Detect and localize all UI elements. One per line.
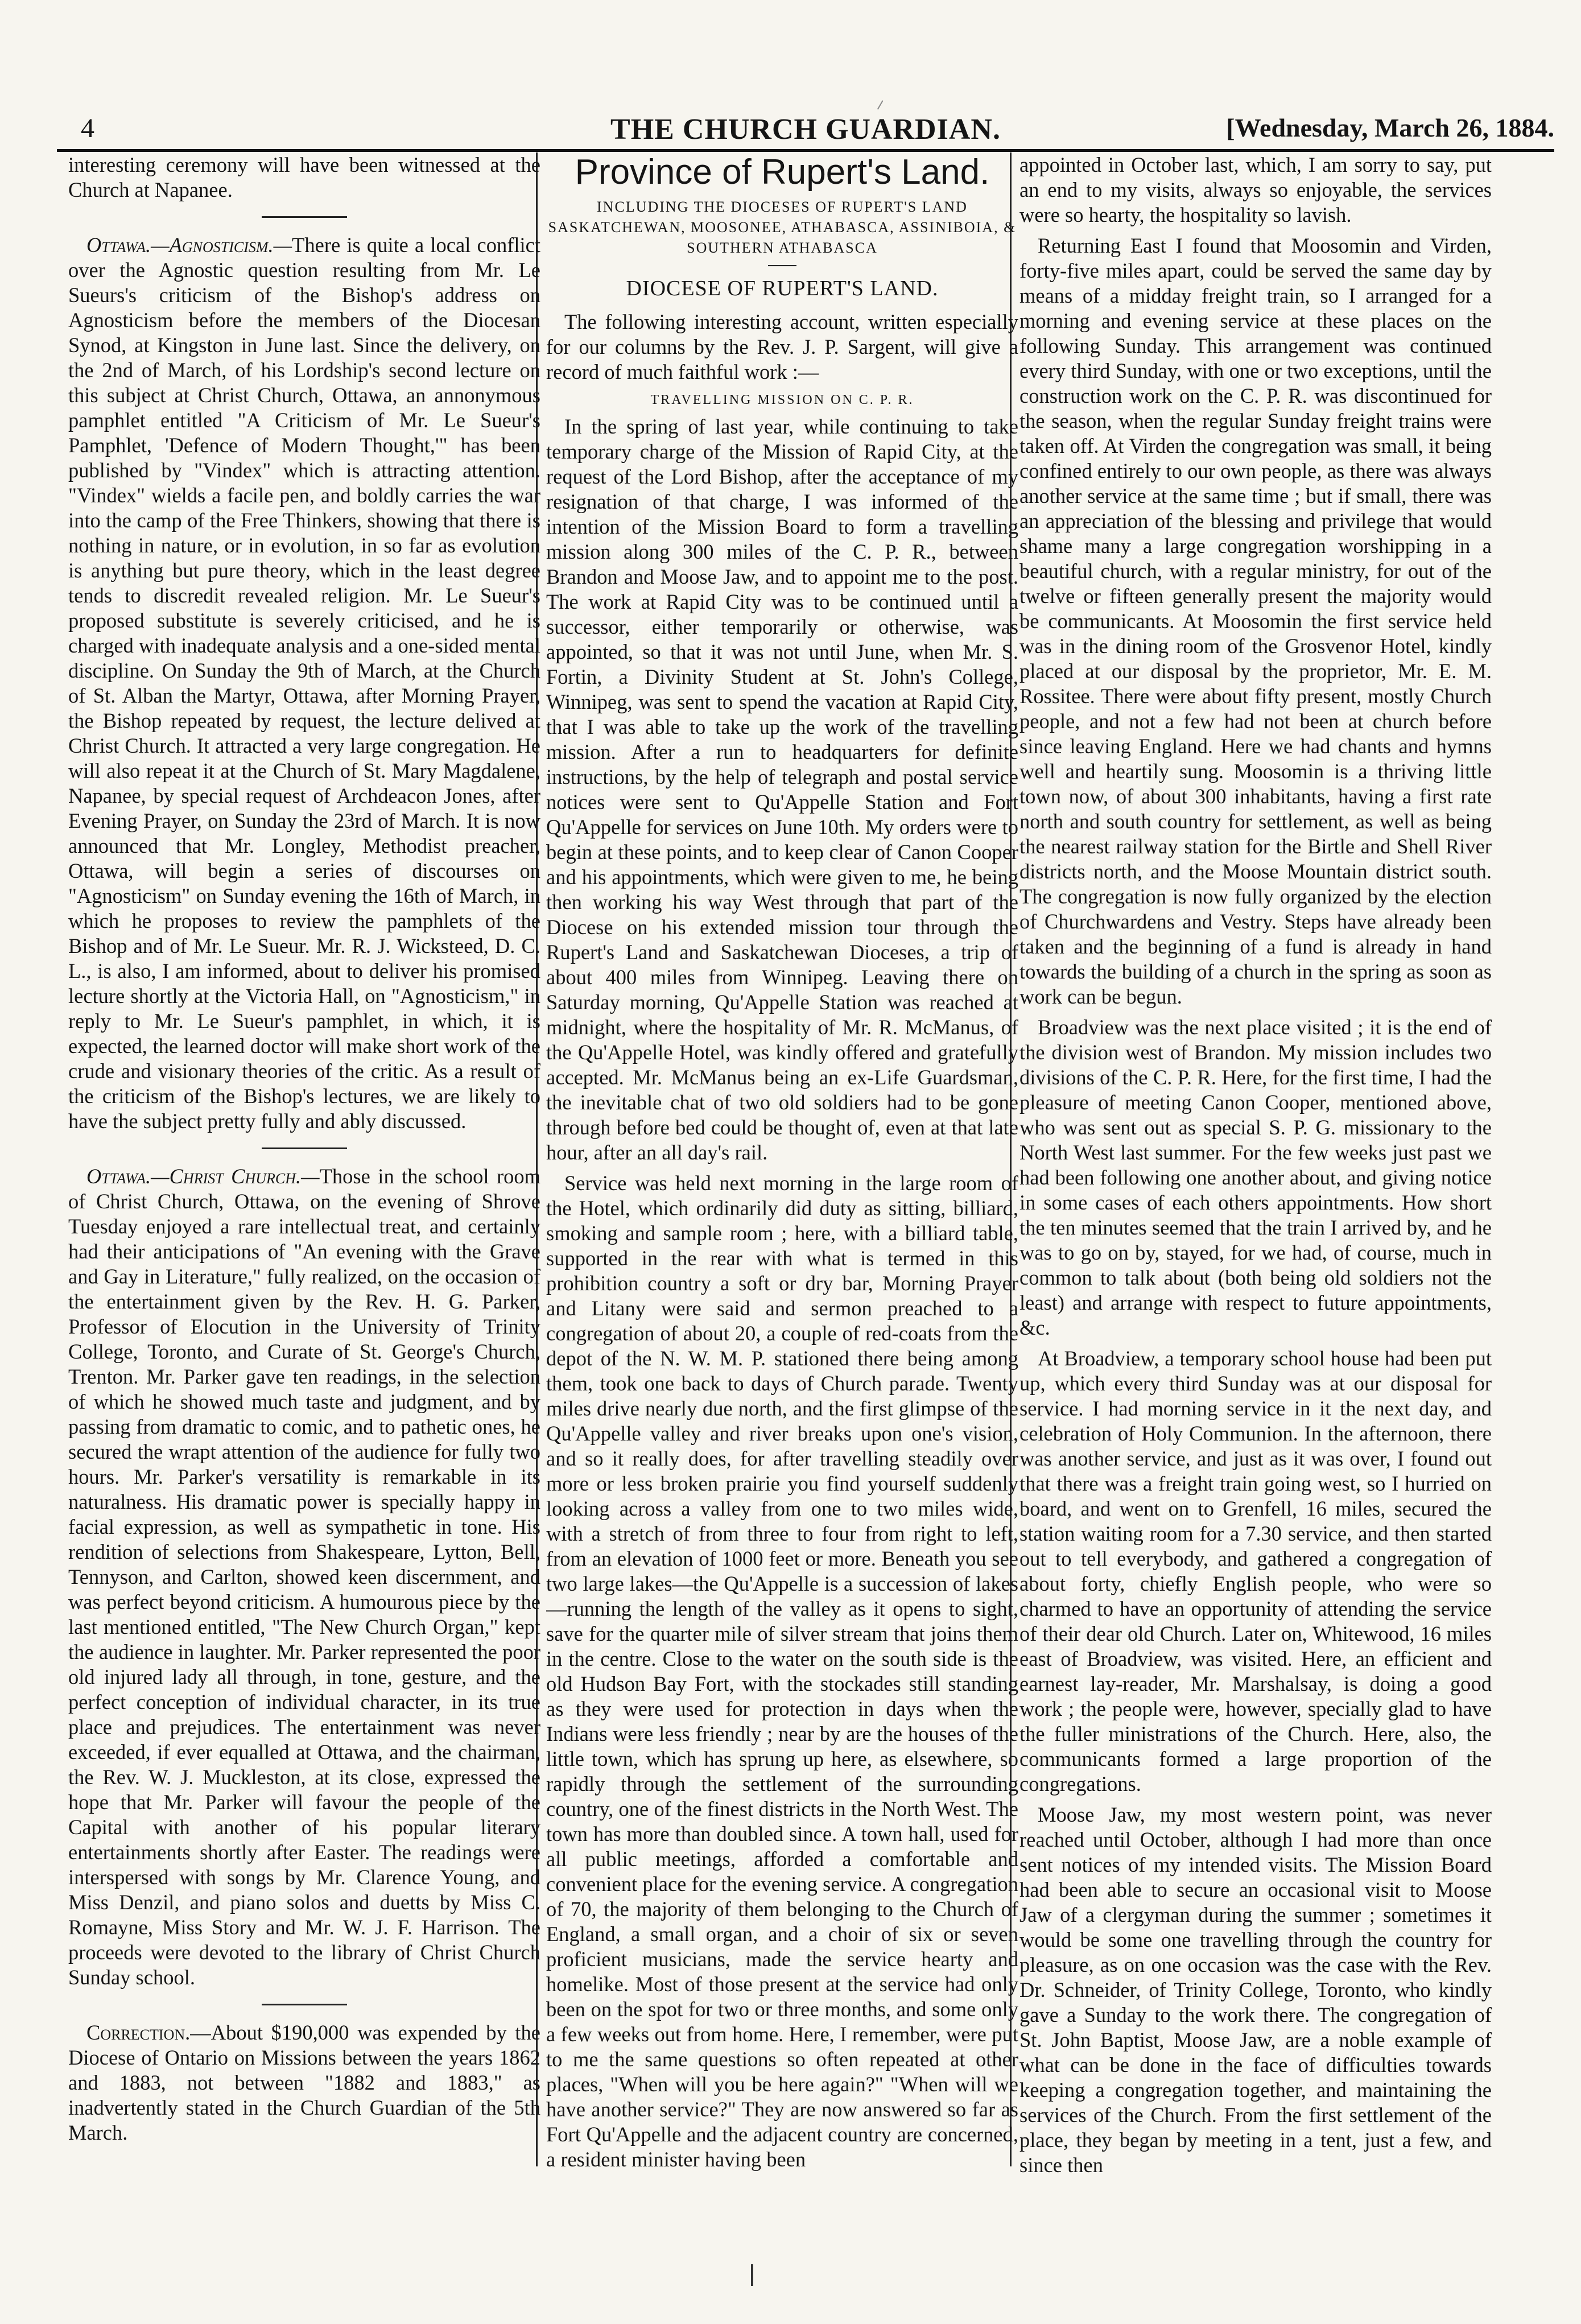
mission-heading: TRAVELLING MISSION ON C. P. R. [650,393,914,407]
article-continuation: interesting ceremony will have been witnessed at the Church at Napanee. [68,153,540,201]
body-paragraph: At Broadview, a temporary school house had been put up, which every third Sunday was at our disposal for service. I had morning service in it the next day, and celebration of Holy Communion. In the afternoon, there was another service, and just as it was over, I found out that there was a freight train going west, so I hurried on board, and went on to Grenfell, 16 miles, secured the station waiting room for a 7.30 service, and then started out to tell everybody, and gathered a congregation of about forty, chiefly English people, who were so charmed to have an opportunity of attending the service of their dear old Church. Later on, Whitewood, 16 miles east of Broadview, was visited. Here, an efficient and earnest lay-reader, Mr. Marshalsay, is doing a good work ; the people were, however, specially glad to have the fuller ministrations of the Church. Here, also, the communicants formed a large proportion of the congregations. [1019,1347,1492,1795]
diocese-heading: DIOCESE OF RUPERT'S LAND. [626,276,939,300]
newspaper-title: THE CHURCH GUARDIAN. [610,113,1001,146]
body-paragraph: appointed in October last, which, I am sorry to say, put an end to my visits, always so enjoyable, the services were so hearty, the hospitality so lavish. [1019,153,1492,226]
article-heading: Ottawa.—Agnosticism.— [86,233,292,257]
section-divider [262,216,347,218]
article-body: Those in the school room of Christ Church, Ottawa, on the evening of Shrove Tuesday enjoyed a rare intellectual treat, and certainly had their anticipations of "An evening with the Grave and Gay in Literature," fully realized, on the occasion of the entertainment given by the Rev. H. G. Parker, Professor of Elocution in the University of Trinity College, Toronto, and Curate of St. George's Church, Trenton. Mr. Parker gave ten readings, in the selection of which he showed much taste and judgment, and by passing from dramatic to comic, and to pathetic ones, he secured the wrapt attention of the audience for fully two hours. Mr. Parker's versatility is remarkable in its naturalness. His dramatic power is specially happy in facial expression, as well as sympathetic in tone. His rendition of selections from Shakespeare, Lytton, Bell, Tennyson, and Carlton, showed keen discernment, and was perfect beyond criticism. A humourous piece by the last mentioned entitled, "The New Church Organ," kept the audience in laughter. Mr. Parker represented the poor old injured lady all through, in tone, gesture, and the perfect conception of individual character, in its true place and prejudices. The entertainment was never exceeded, if ever equalled at Ottawa, and the chairman, the Rev. W. J. Muckleston, at its close, expressed the hope that Mr. Parker will favour the people of the Capital with another of his popular literary entertainments shortly after Easter. The readings were interspersed with songs by Mr. Clarence Young, and Miss Denzil, and piano solos and duetts by Miss C. Romayne, Miss Story and Mr. W. J. F. Harrison. The proceeds were devoted to the library of Christ Church Sunday school. [68,1165,540,1989]
bottom-mark [751,2264,753,2286]
ottawa-christ-church-article [68,1164,540,1990]
body-paragraph: Service was held next morning in the large room of the Hotel, which ordinarily did duty as sitting, billiard, smoking and sample room ; here, with a billiard table, supported in the rear with what is termed in this prohibition country a soft or dry bar, Morning Prayer and Litany were said and sermon preached to a congregation of about 20, a couple of red-coats from the depot of the N. W. M. P. stationed there being among them, took one back to days of Church parade. Twenty miles drive nearly due north, and the first glimpse of the Qu'Appelle valley and river breaks upon one's vision, and so it really does, for after travelling steadily over more or less broken prairie you find yourself suddenly looking across a valley from one to two miles wide, with a stretch of from three to four from right to left, from an elevation of 1000 feet or more. Beneath you see two large lakes—the Qu'Appelle is a succession of lakes—running the length of the valley as it opens to sight, save for the quarter mile of silver stream that joins them in the centre. Close to the water on the south side is the old Hudson Bay Fort, with the stockades still standing as they were used for protection in days when the Indians were less friendly ; near by are the houses of the little town, which has sprung up here, as elsewhere, so rapidly through the settlement of the surrounding country, one of the finest districts in the North West. The town has more than doubled since. A town hall, used for all public meetings, afforded a comfortable and convenient place for the evening service. A congregation of 70, the majority of them belonging to the Church of England, a small organ, and a choir of six or seven proficient musicians, made the service hearty and homelike. Most of those present at the service had only been on the spot for two or three months, and some only a few weeks out from home. Here, I remember, were put to me the same questions so often repeated at other places, "When will you be here again?" "When will we have another service?" They are now answered so far as Fort Qu'Appelle and the adjacent country are concerned, a resident minister having been [546,1171,1018,2171]
page-number: 4 [81,113,94,143]
article-body: There is quite a local conflict over the Agnostic question resulting from Mr. Le Sueurs's criticism of the Bishop's address on Agnosticism before the members of the Diocesan Synod, at Kingston in June last. Since the delivery, on the 2nd of March, of his Lordship's second lecture on this subject at Christ Church, Ottawa, an annonymous pamphlet entitled "A Criticism of Mr. Le Sueur's Pamphlet, 'Defence of Modern Thought,'" has been published by "Vindex" which is attracting attention. "Vindex" wields a facile pen, and boldly carries the war into the camp of the Free Thinkers, showing that there is nothing in nature, or in evolution, in so far as evolution is anything but pure theory, which in the least degree tends to discredit revealed religion. Mr. Le Sueur's proposed substitute is severely criticised, and he is charged with inadequate analysis and a one-sided mental discipline. On Sunday the 9th of March, at the Church of St. Alban the Martyr, Ottawa, after Morning Prayer, the Bishop repeated by request, the lecture delived at Christ Church. It attracted a very large congregation. He will also repeat it at the Church of St. Mary Magdalene, Napanee, by special request of Archdeacon Jones, after Evening Prayer, on Sunday the 23rd of March. It is now announced that Mr. Longley, Methodist preacher, Ottawa, will begin a series of discourses on "Agnosticism" on Sunday evening the 16th of March, in which he proposes to review the pamphlets of the Bishop and of Mr. Le Sueur. Mr. R. J. Wicksteed, D. C. L., is also, I am informed, about to deliver his promised lecture shortly at the Victoria Hall, on "Agnosticism," in reply to Mr. Le Sueur's pamphlet, in which, it is expected, the learned doctor will make short work of the crude and visionary theories of the critic. As a result of the criticism of the Bishop's lectures, we are likely to have the subject pretty fully and ably discussed. [68,233,540,1133]
intro-paragraph: The following interesting account, written especially for our columns by the Rev. J. P. Sargent, will give a record of much faithful work :— [546,310,1018,383]
section-title: Province of Rupert's Land. [575,152,990,192]
ottawa-agnosticism-article [68,233,540,1134]
body-paragraph: Returning East I found that Moosomin and Virden, forty-five miles apart, could be served the same day by means of a midday freight train, so I arranged for a morning and evening service at these places on the following Sunday. This arrangement was continued every third Sunday, with one or two exceptions, until the construction work on the C. P. R. was discontinued for the season, when the regular Sunday freight trains were taken off. At Virden the congregation was small, it being confined entirely to our own people, as there was always another service at the same time ; but if small, there was an appreciation of the blessing and privilege that would shame many a large congregation worshipping in a beautiful church, with a regular ministry, for out of the twelve or fifteen generally present the majority would be communicants. At Moosomin the first service held was in the dining room of the Grosvenor Hotel, kindly placed at our disposal by the proprietor, Mr. E. M. Rossitee. There were about fifty present, mostly Church people, and not a few had not been at church before since leaving England. Here we had chants and hymns well and heartily sung. Moosomin is a thriving little town now, of about 300 inhabitants, having a first rate north and south country for settlement, as well as being the nearest railway station for the Birtle and Shell River districts north, and the Moose Mountain district south. The congregation is now fully organized by the election of Churchwardens and Vestry. Steps have already been taken and the beginning of a fund is already in hand towards the building of a church in the spring as soon as work can be begun. [1019,234,1492,1008]
section-subtitle: INCLUDING THE DIOCESES OF RUPERT'S LAND SASKATCHEWAN, MOOSONEE, ATHABASCA, ASSINIBOIA, & SOUTHERN ATHABASCA [548,199,1017,256]
body-paragraph: In the spring of last year, while continuing to take temporary charge of the Mission of Rapid City, at the request of the Lord Bishop, after the acceptance of my resignation of that charge, I was informed of the intention of the Mission Board to form a travelling mission along 300 miles of the C. P. R., between Brandon and Moose Jaw, and to appoint me to the post. The work at Rapid City was to be continued until a successor, either temporarily or otherwise, was appointed, so that it was not until June, when Mr. S. Fortin, a Divinity Student at St. John's College, Winnipeg, was sent to spend the vacation at Rapid City, that I was able to take up the work of the travelling mission. After a run to headquarters for definite instructions, by the help of telegraph and postal service notices were sent to Qu'Appelle Station and Fort Qu'Appelle for services on June 10th. My orders were to begin at these points, and to keep clear of Canon Cooper and his appointments, which were given to me, he being then working his way West through that part of the Diocese on his extended mission tour through the Rupert's Land and Saskatchewan Dioceses, a trip of about 400 miles from Winnipeg. Leaving there on Saturday morning, Qu'Appelle Station was reached at midnight, where the hospitality of Mr. R. McManus, of the Qu'Appelle Hotel, was kindly offered and gratefully accepted. Mr. McManus being an ex-Life Guardsman, the inevitable chat of two old soldiers had to be gone through before bed could be thought of, even at that late hour, after an all day's rail. [546,415,1018,1164]
article-heading: Correction.— [86,2021,211,2044]
issue-date: [Wednesday, March 26, 1884. [1226,113,1554,142]
section-divider [262,1147,347,1149]
column-1 [68,152,540,2189]
body-paragraph: Moose Jaw, my most western point, was never reached until October, although I had more than once sent notices of my intended visits. The Mission Board had been able to secure an occasional visit to Moose Jaw of a clergyman during the summer ; sometimes it would be some one travelling through the country for pleasure, as on one occasion was the case with the Rev. Dr. Schneider, of Trinity College, Toronto, who kindly gave a Sunday to the work there. The congregation of St. John Baptist, Moose Jaw, are a noble example of what can be done in the face of difficulties towards keeping a congregation together, and maintaining the services of the Church. From the first settlement of the place, they began by meeting in a tent, just a few, and since then [1019,1803,1492,2177]
column-2 [546,152,1018,2189]
body-paragraph: Broadview was the next place visited ; it is the end of the division west of Brandon. My mission includes two divisions of the C. P. R. Here, for the first time, I had the pleasure of meeting Canon Cooper, mentioned above, who was sent out as special S. P. G. missionary to the North West last summer. For the few weeks just past we had been following one another about, and giving notice in some cases of each others appointments. How short the ten minutes seemed that the train I arrived by, and he was to go on by, stayed, for we had, of course, much in common to talk about (both being old soldiers not the least) and arrange with respect to future appointments, &c. [1019,1016,1492,1339]
section-divider [262,2004,347,2005]
masthead [57,113,1554,152]
article-heading: Ottawa.—Christ Church.— [86,1165,320,1188]
article-body: About $190,000 was expended by the Diocese of Ontario on Missions between the years 1862 and 1883, not between "1882 and 1883," as inadvertently stated in the Church Guardian of the 5th March. [68,2021,540,2144]
column-3 [1019,152,1492,2189]
correction-notice [68,2020,540,2145]
short-divider [768,265,796,266]
